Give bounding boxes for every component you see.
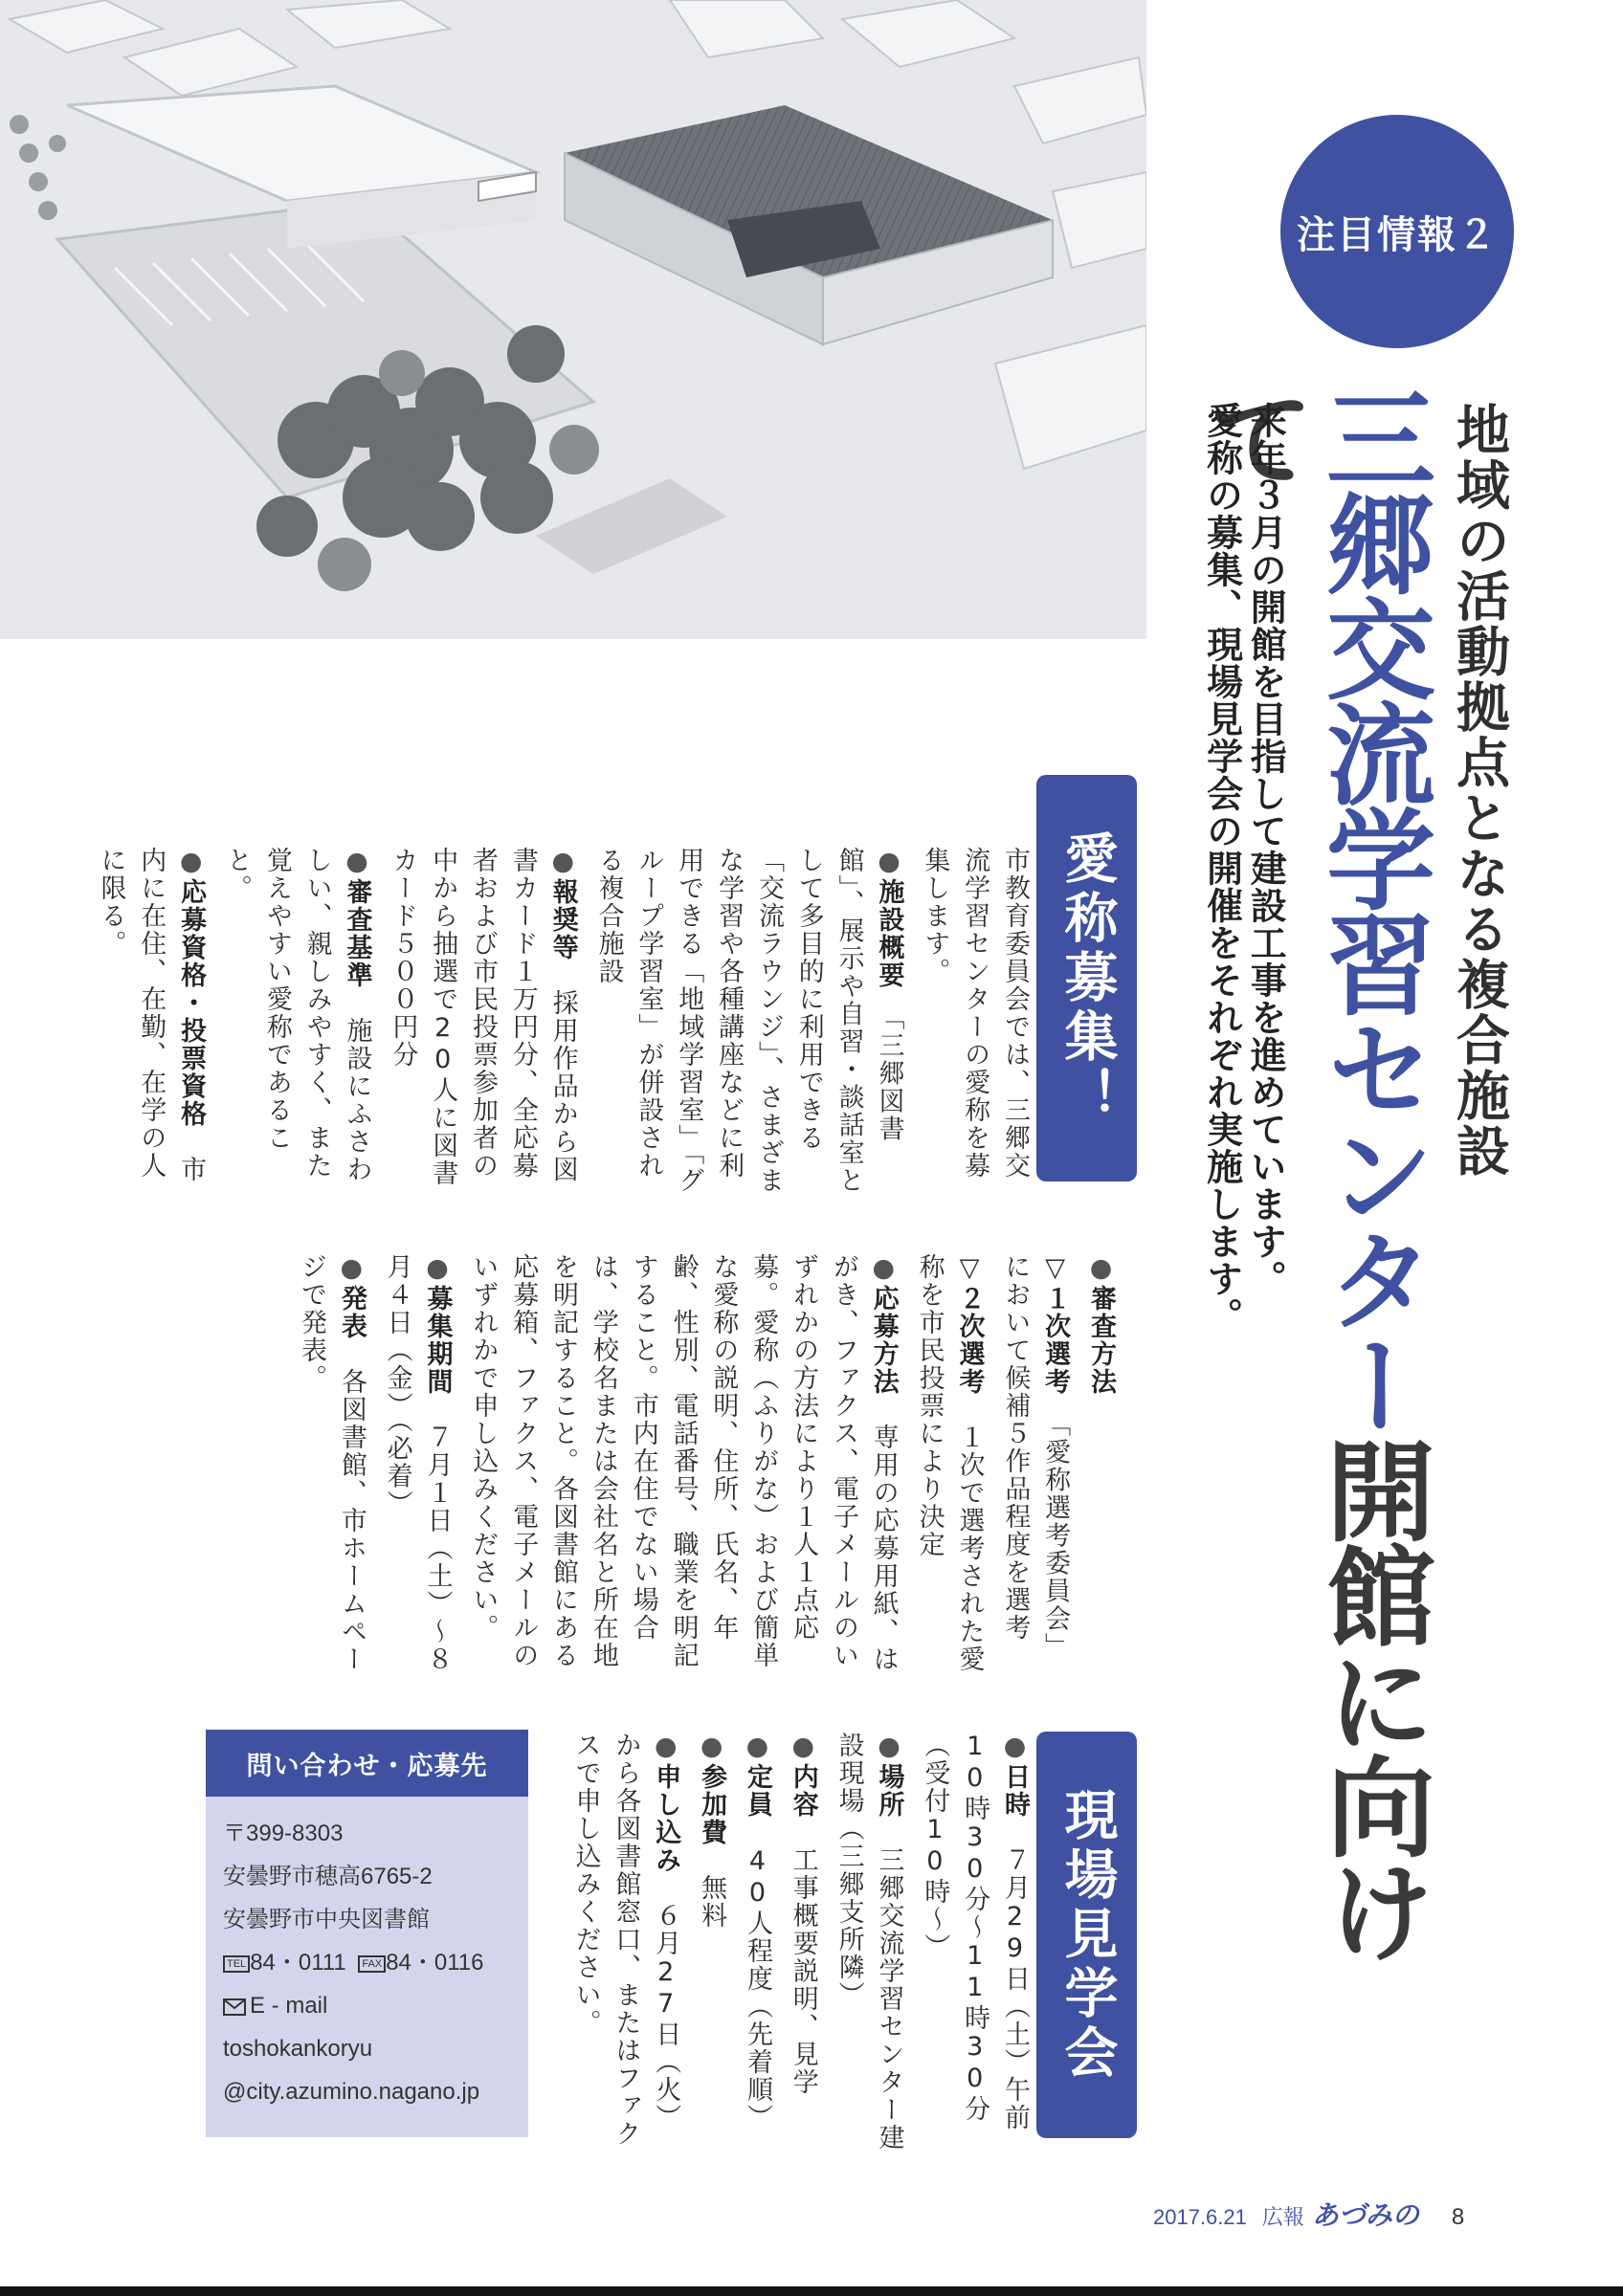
triangle-icon: ▽ — [1040, 1253, 1071, 1285]
phone-fax-line — [223, 1941, 511, 1984]
item-text: 採用作品から図書カード１万円分、全応募者および市民投票参加者の中から抽選で20人に図書カード５００円分 — [388, 847, 578, 1187]
contact-heading: 問い合わせ・応募先 — [206, 1730, 528, 1797]
item-text: 施設にふさわしい、親しみやすく、また覚えやすい愛称であること。 — [221, 847, 372, 1183]
page-number: 8 — [1451, 2204, 1465, 2230]
item-label: 応募方法 — [868, 1285, 899, 1396]
lead-text — [1199, 402, 1286, 1335]
contact-box — [206, 1730, 528, 2137]
nickname-heading-label: 愛称募集！ — [1056, 829, 1119, 1127]
lead-line-2: 愛称の募集、現場見学会の開催をそれぞれ実施します。 — [1200, 402, 1243, 1335]
publication-name: あづみの — [1311, 2199, 1419, 2231]
contact-org: 安曇野市中央図書館 — [223, 1907, 430, 1932]
item-text: ７月29日（土）午前10時30分～11時30分（受付10時～） — [920, 1732, 1030, 2131]
item-text: 工事概要説明、見学 — [788, 1846, 818, 2096]
item-label: 審査基準 — [342, 878, 372, 989]
item-text: １次で選考された愛称を市民投票により決定 — [914, 1253, 985, 1673]
item-label: 場所 — [874, 1763, 904, 1819]
bullet-icon: ● — [336, 1253, 367, 1285]
info-item — [589, 847, 909, 1201]
postal-code: 〒399-8303 — [223, 1821, 344, 1846]
lead-line-1: 来年３月の開館を目指して建設工事を進めています。 — [1244, 402, 1287, 1297]
item-label: 発表 — [336, 1285, 367, 1340]
info-item — [566, 1732, 686, 2152]
item-text: 三郷交流学習センター建設現場（三郷支所隣） — [834, 1732, 904, 2152]
contact-address: 安曇野市穂高6765-2 — [223, 1864, 433, 1889]
email-user: toshokankoryu — [223, 2036, 373, 2062]
bullet-icon: ● — [176, 847, 207, 878]
nickname-body-upper — [85, 847, 1034, 1201]
page-footer — [1153, 2195, 1464, 2233]
fax-number: 84・0116 — [386, 1950, 484, 1976]
bullet-icon: ● — [874, 1732, 904, 1763]
info-item — [291, 1253, 371, 1684]
mail-icon — [223, 1998, 246, 2016]
info-item — [914, 1732, 1034, 2152]
info-item — [737, 1732, 777, 2152]
info-item — [909, 1253, 989, 1684]
bullet-icon: ● — [342, 847, 372, 878]
bullet-icon: ● — [697, 1732, 727, 1763]
item-text: 無料 — [697, 1874, 727, 1930]
bullet-icon: ● — [868, 1253, 899, 1285]
tel-number: 84・0111 — [250, 1950, 346, 1976]
tel-icon: TEL — [223, 1955, 250, 1973]
item-label: １次選考 — [1040, 1285, 1071, 1396]
item-text: 「三郷図書館」、展示や自習・談話室として多目的に利用できる「交流ラウンジ」、さまざまな学習や各種講座などに利用できる「地域学習室」「グループ学習室」が併設される複合施設 — [593, 847, 904, 1195]
subtitle: 地域の活動拠点となる複合施設 — [1448, 402, 1510, 1179]
tour-heading-label: 現場見学会 — [1056, 1786, 1119, 2084]
tour-body — [560, 1732, 1034, 2152]
item-label: 内容 — [788, 1763, 818, 1819]
info-item — [691, 1732, 731, 2152]
item-text: 「愛称選考委員会」において候補５作品程度を選考 — [1000, 1253, 1071, 1661]
info-item — [463, 1253, 903, 1684]
facility-aerial-photo — [0, 0, 1146, 639]
email-domain: @city.azumino.nagano.jp — [223, 2079, 480, 2105]
item-text: 専用の応募用紙、はがき、ファクス、電子メールのいずれかの方法により１人１点応募。愛称（ふりがな）および簡単な愛称の説明、住所、氏名、年齢、性別、電話番号、職業を明記すること。市内在住でない場合は、学校名または会社名と所在地を明記すること。各図書館にある応募箱、ファクス、電子メールのいずれかで申し込みください。 — [468, 1253, 899, 1673]
item-label: 施設概要 — [874, 878, 904, 989]
bullet-icon: ● — [547, 847, 578, 878]
triangle-icon: ▽ — [954, 1253, 985, 1285]
bullet-icon: ● — [874, 847, 904, 878]
issue-date: 2017.6.21 — [1153, 2205, 1247, 2229]
item-label: 応募資格・投票資格 — [176, 878, 207, 1128]
info-item — [829, 1732, 909, 2152]
item-label: 参加費 — [697, 1763, 727, 1846]
info-item — [994, 1253, 1075, 1684]
bullet-icon: ● — [651, 1732, 681, 1763]
item-label: 募集期間 — [422, 1285, 453, 1396]
nickname-body-lower — [285, 1253, 1121, 1684]
info-item — [216, 847, 376, 1201]
item-text: 各図書館、市ホームページで発表。 — [296, 1253, 367, 1673]
title-part1: 三郷交流学習センター — [1308, 383, 1435, 1435]
tour-section-heading — [1036, 1732, 1137, 2138]
nickname-section-heading — [1036, 775, 1137, 1181]
item-text: ６月27日（火）から各図書館窓口、またはファクスで申し込みください。 — [570, 1732, 681, 2148]
bullet-icon: ● — [742, 1732, 772, 1763]
item-text: 40人程度（先着順） — [742, 1846, 772, 2131]
feature-badge — [1280, 115, 1514, 348]
item-label: 日時 — [1000, 1763, 1030, 1819]
info-item — [91, 847, 211, 1201]
info-item — [1080, 1253, 1121, 1684]
info-item — [383, 847, 583, 1201]
bullet-icon: ● — [788, 1732, 818, 1763]
review-label: 審査方法 — [1086, 1285, 1116, 1396]
info-item — [377, 1253, 457, 1684]
bullet-icon: ● — [1000, 1732, 1030, 1763]
item-label: 定員 — [742, 1763, 772, 1819]
fax-icon: FAX — [358, 1955, 386, 1973]
item-text: 市内に在住、在勤、在学の人に限る。 — [96, 847, 207, 1183]
contact-details — [206, 1797, 528, 2129]
email-label: E - mail — [250, 1993, 328, 2019]
info-item — [783, 1732, 823, 2152]
nickname-intro: 市教育委員会では、三郷交流学習センターの愛称を募集します。 — [920, 847, 1030, 1180]
item-text: ７月１日（土）～８月４日（金）（必着） — [382, 1253, 453, 1673]
footer-rule — [0, 2286, 1623, 2296]
email-line — [223, 1984, 511, 2027]
item-label: 申し込み — [651, 1763, 681, 1874]
bullet-icon: ● — [1086, 1253, 1116, 1285]
badge-label: 注目情報２ — [1297, 212, 1498, 257]
bullet-icon: ● — [422, 1253, 453, 1285]
item-label: 報奨等 — [547, 878, 578, 961]
item-label: ２次選考 — [954, 1285, 985, 1396]
title-part2: 開館に向けて — [1188, 383, 1435, 1961]
footer-kouhou: 広報 — [1261, 2206, 1304, 2230]
